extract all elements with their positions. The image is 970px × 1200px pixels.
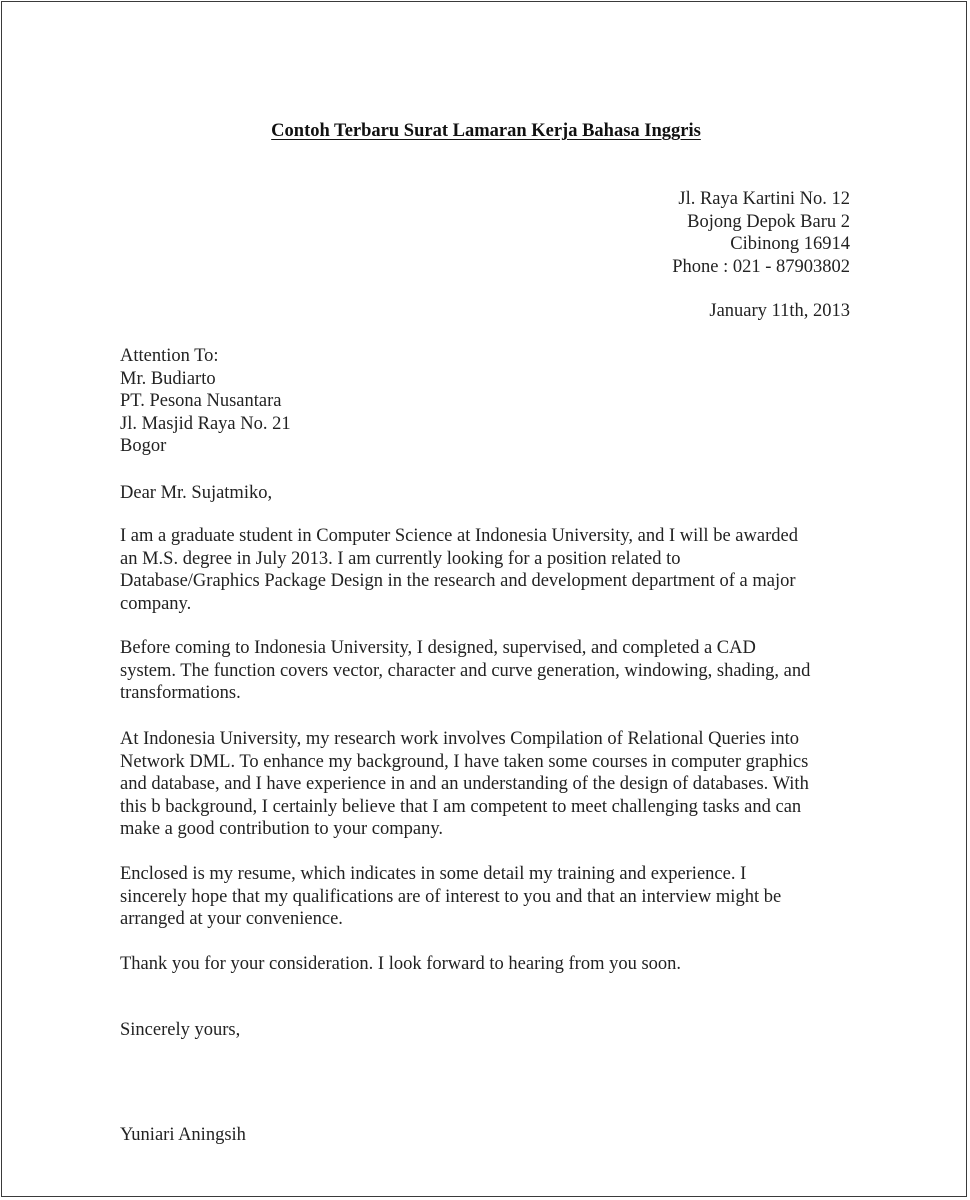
paragraph-experience <box>120 637 860 705</box>
paragraph-line: make a good contribution to your company. <box>120 819 443 840</box>
paragraph-line: Network DML. To enhance my background, I have taken some courses in computer graphics <box>120 751 809 772</box>
sender-city: Cibinong 16914 <box>730 234 850 255</box>
letter-page <box>1 1 967 1197</box>
sender-phone: Phone : 021 - 87903802 <box>672 256 850 277</box>
signature-name: Yuniari Aningsih <box>120 1125 246 1145</box>
paragraph-line: sincerely hope that my qualifications are of interest to you and that an interview might be <box>120 886 782 907</box>
paragraph-line: arranged at your convenience. <box>120 909 343 930</box>
paragraph-line: this b background, I certainly believe that I am competent to meet challenging tasks and can <box>120 796 802 817</box>
sender-address <box>672 188 850 278</box>
paragraph-resume <box>120 863 860 931</box>
letter-title: Contoh Terbaru Surat Lamaran Kerja Bahasa Inggris <box>271 121 701 141</box>
recipient-address <box>120 345 291 458</box>
paragraph-line: system. The function covers vector, character and curve generation, windowing, shading, and <box>120 660 811 681</box>
recipient-name: Mr. Budiarto <box>120 368 216 389</box>
sender-district: Bojong Depok Baru 2 <box>687 211 850 232</box>
paragraph-line: company. <box>120 593 192 614</box>
paragraph-line: Database/Graphics Package Design in the research and development department of a major <box>120 571 796 592</box>
paragraph-line: Enclosed is my resume, which indicates in some detail my training and experience. I <box>120 864 747 884</box>
paragraph-line: Thank you for your consideration. I look forward to hearing from you soon. <box>120 954 682 974</box>
recipient-street: Jl. Masjid Raya No. 21 <box>120 413 291 434</box>
paragraph-line: transformations. <box>120 683 241 704</box>
sender-street: Jl. Raya Kartini No. 12 <box>678 189 850 209</box>
paragraph-intro <box>120 525 860 615</box>
recipient-company: PT. Pesona Nusantara <box>120 391 282 412</box>
paragraph-line: I am a graduate student in Computer Science at Indonesia University, and I will be awarded <box>120 526 798 546</box>
paragraph-research <box>120 728 860 841</box>
paragraph-line: Before coming to Indonesia University, I designed, supervised, and completed a CAD <box>120 638 756 658</box>
recipient-attention: Attention To: <box>120 346 219 366</box>
salutation: Dear Mr. Sujatmiko, <box>120 483 273 503</box>
paragraph-thanks <box>120 953 860 976</box>
paragraph-line: At Indonesia University, my research work involves Compilation of Relational Queries into <box>120 729 800 749</box>
paragraph-line: an M.S. degree in July 2013. I am currently looking for a position related to <box>120 548 681 569</box>
paragraph-line: and database, and I have experience in and an understanding of the design of databases. With <box>120 774 809 795</box>
closing: Sincerely yours, <box>120 1020 241 1040</box>
letter-date: January 11th, 2013 <box>709 301 850 321</box>
recipient-city: Bogor <box>120 436 167 457</box>
